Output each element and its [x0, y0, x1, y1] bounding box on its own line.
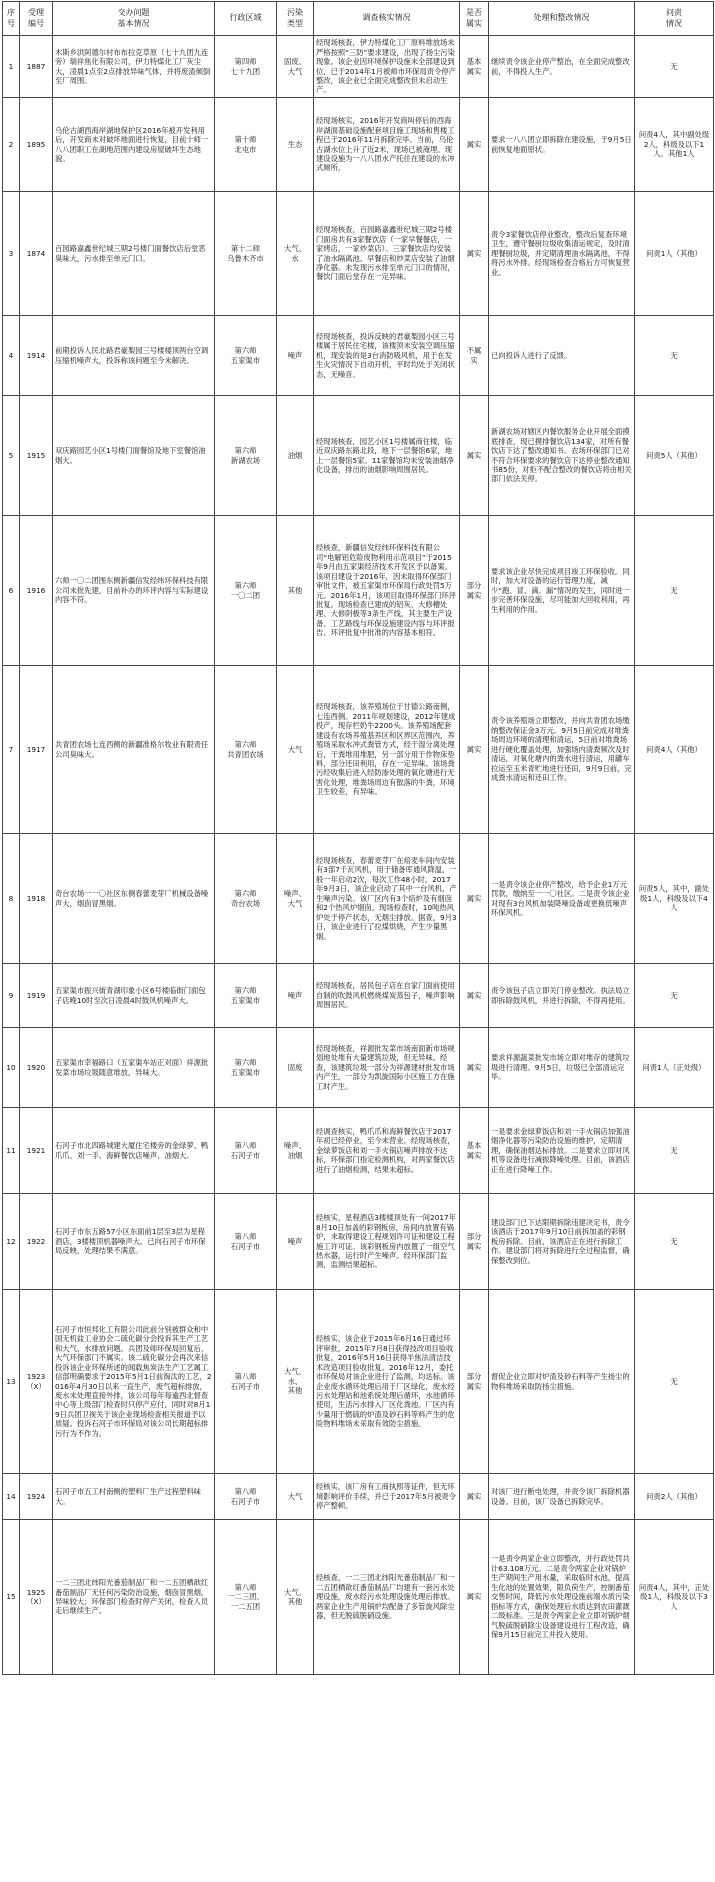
cell-verified: 属实 — [460, 1520, 489, 1675]
cell-accountability: 无 — [635, 1108, 714, 1194]
cell-region: 第八师 石河子市 — [215, 1108, 277, 1194]
report-sheet — [2, 1, 713, 1675]
cell-accountability: 无 — [635, 516, 714, 666]
cell-issue: 五家渠市振兴街青湖印象小区6号楼临街门面包子店晚10时至次日凌晨4时鼓风机噪声大。 — [53, 964, 215, 1028]
cell-issue: 石河子市东五路57小区东面前1层至3层为星程酒店，3楼楼顶机器噪声大。已向石河子市环保局反映，处理结果不满意。 — [53, 1194, 215, 1290]
cell-id: 1925 （X） — [20, 1520, 53, 1675]
cell-type: 大气、 水、 其他 — [277, 1290, 314, 1474]
cell-id: 1922 — [20, 1194, 53, 1290]
cell-investigation: 经核实，该厂房有工商执照等证件，但无环境影响评价手续，并已于2017年5月被责令停产整顿。 — [314, 1474, 460, 1520]
cell-accountability: 无 — [635, 36, 714, 98]
cell-rectify: 对该厂进行断电处理，并责令该厂拆除机器设备。目前，该厂设备已拆除完毕。 — [489, 1474, 635, 1520]
cell-verified: 属实 — [460, 666, 489, 834]
cell-issue: 五家渠市幸福路口（五家渠车站正对面）祥源批发菜市场垃圾随意堆放，异味大。 — [53, 1028, 215, 1108]
cell-type: 噪声、 大气 — [277, 834, 314, 964]
header-verified: 是否 属实 — [460, 2, 489, 36]
cell-seq: 14 — [3, 1474, 20, 1520]
cell-region: 第六师 五家渠市 — [215, 316, 277, 396]
cell-type: 其他 — [277, 516, 314, 666]
cell-seq: 6 — [3, 516, 20, 666]
cell-type: 大气 — [277, 1474, 314, 1520]
cell-region: 第四师 七十九团 — [215, 36, 277, 98]
table-row — [3, 516, 714, 666]
cell-seq: 15 — [3, 1520, 20, 1675]
cell-accountability: 问责1人（其他） — [635, 192, 714, 316]
cell-id: 1895 — [20, 98, 53, 192]
cell-seq: 4 — [3, 316, 20, 396]
cell-rectify: 新湖农场对辖区内餐饮服务企业开展全面摸底排查，现已摸排餐饮店134家，对所有餐饮店下达了整改通知书。农场环保部门已对不符合环保要求的餐饮店下达停业整改通知书85份，对拒不配合整改的餐饮店将由相关部门依法关停。 — [489, 396, 635, 516]
cell-region: 第六师 新湖农场 — [215, 396, 277, 516]
cell-rectify: 要求祥源蔬菜批发市场立即对堆存的建筑垃圾进行清理。9月5日，垃圾已全部清运完毕。 — [489, 1028, 635, 1108]
cell-issue: 石河子市恒邦化工有限公司此前分别被群众和中国无机盐工业协会二硫化碳分会投诉其生产工艺和大气、水排放问题。兵团及师环保局回复后，大气环保部门不属实。该二硫化碳分会再次来信投诉该企业环保所述的闻载焦炭法生产工艺属工信部明确要求于2015年5月1日前淘汰的工艺，2016年4月30日以来一直生产，废气超标排放，废水未处理直接外排，该公司每年每逾西北督查中心等上级部门检查时只停产应付，同时对8月19日兵团卫视关于该企业现场检查相关报道予以质疑。投诉石河子市环保局对该公司长期超标排污行为不作为。 — [53, 1290, 215, 1474]
cell-type: 噪声、 油烟 — [277, 1108, 314, 1194]
cell-id: 1918 — [20, 834, 53, 964]
cell-id: 1874 — [20, 192, 53, 316]
table-row — [3, 192, 714, 316]
cell-id: 1919 — [20, 964, 53, 1028]
cell-region: 第十二师 乌鲁木齐市 — [215, 192, 277, 316]
table-row — [3, 666, 714, 834]
table-header — [3, 2, 714, 36]
cell-verified: 部分 属实 — [460, 1194, 489, 1290]
cell-id: 1921 — [20, 1108, 53, 1194]
cell-verified: 属实 — [460, 1028, 489, 1108]
cell-id: 1917 — [20, 666, 53, 834]
cell-issue: 共青团农场七连西侧的新疆准格尔牧业有限责任公司臭味大。 — [53, 666, 215, 834]
cell-verified: 部分 属实 — [460, 516, 489, 666]
header-investigation: 调查核实情况 — [314, 2, 460, 36]
cell-seq: 2 — [3, 98, 20, 192]
cell-type: 固废 — [277, 1028, 314, 1108]
cell-seq: 7 — [3, 666, 20, 834]
cell-rectify: 继续责令该企业停产整治，在全面完成整改前，不得投入生产。 — [489, 36, 635, 98]
header-row — [3, 2, 714, 36]
cell-accountability: 问责4人，其中副处级2人，科级及以下1人，其他1人 — [635, 98, 714, 192]
header-region: 行政区域 — [215, 2, 277, 36]
table-row — [3, 1108, 714, 1194]
cell-rectify: 建设部门已下达限期拆除违建决定书，责令该酒店于2017年9月10日前拆加盖的彩钢板房拆除。目前，该酒店正在进行拆除工作。建设部门将对拆除进行全过程监督，确保整改到位。 — [489, 1194, 635, 1290]
cell-region: 第十师 北屯市 — [215, 98, 277, 192]
cell-region: 第六师 奇台农场 — [215, 834, 277, 964]
cell-id: 1924 — [20, 1474, 53, 1520]
cell-verified: 属实 — [460, 396, 489, 516]
header-type: 污染 类型 — [277, 2, 314, 36]
cell-rectify: 督促企业立即对炉渣及砂石料等产生扬尘的物料堆场采取防扬尘措施。 — [489, 1290, 635, 1474]
cell-verified: 基本 属实 — [460, 36, 489, 98]
table-row — [3, 1194, 714, 1290]
cell-issue: 石河子市北四路城建大厦住宅楼旁的金绿萝、鸭爪爪、刘一手、海鲜餐饮店噪声、油烟大。 — [53, 1108, 215, 1194]
cell-issue: 六师一〇二团围东侧新疆信发经纬环保科技有限公司未批先建，目前补办的环评内容与实际建设内容不符。 — [53, 516, 215, 666]
cell-seq: 13 — [3, 1290, 20, 1474]
cell-seq: 1 — [3, 36, 20, 98]
table-row — [3, 834, 714, 964]
cell-issue: 双庆路园艺小区1号楼门面餐馆及地下室餐馆油烟大。 — [53, 396, 215, 516]
cell-accountability: 无 — [635, 1194, 714, 1290]
cell-region: 第六师 五家渠市 — [215, 1028, 277, 1108]
cell-region: 第八师 一二三团、 一二五团 — [215, 1520, 277, 1675]
header-seq: 序 号 — [3, 2, 20, 36]
cell-seq: 3 — [3, 192, 20, 316]
cell-investigation: 经核实，该企业于2015年6月16日通过环评审批，2015年7月8日获得技改项目验收批复，2016年5月16日获得半焦法清洁技术改造项目验收批复。2016年12月，委托市环保局对该企业进行了监测，均达标。该企业废水循环处理后用于厂区绿化，废水经污水处理站和池系统处理后循环，水池循环使用，生活污水排入厂区化粪池。厂区内有少量用于燃硫的炉渣及砂石料等料产生的危险物料堆场未采取有效防尘措施。 — [314, 1290, 460, 1474]
cell-type: 噪声 — [277, 316, 314, 396]
cell-accountability: 问责4人，其中，正处级1人，科级及以下3人 — [635, 1520, 714, 1675]
cell-issue: 乌伦古湖西海岸湖地保护区2016年被开发利用后，开发商未对破坏地面进行恢复，目前十师一八八团职工在湖地范围内建设房屋破坏生态地貌。 — [53, 98, 215, 192]
cell-accountability: 问责1人（正处级） — [635, 1028, 714, 1108]
cell-seq: 8 — [3, 834, 20, 964]
table-row — [3, 316, 714, 396]
header-id: 受理 编号 — [20, 2, 53, 36]
cell-type: 生态 — [277, 98, 314, 192]
cell-seq: 12 — [3, 1194, 20, 1290]
cell-seq: 10 — [3, 1028, 20, 1108]
case-table — [2, 1, 714, 1675]
cell-id: 1914 — [20, 316, 53, 396]
cell-id: 1887 — [20, 36, 53, 98]
cell-type: 噪声 — [277, 964, 314, 1028]
cell-verified: 不属 实 — [460, 316, 489, 396]
header-rectify: 处理和整改情况 — [489, 2, 635, 36]
cell-rectify: 一是要求金绿萝饭店和刘一手火锅店加强油烟净化器等污染防治设施的维护，定期清理，确保油烟达标排放。二是要求立即对风机等设备进行减振降噪处理。目前，该酒店正在进行降噪工作。 — [489, 1108, 635, 1194]
cell-type: 大气、 水 — [277, 192, 314, 316]
cell-verified: 属实 — [460, 98, 489, 192]
cell-rectify: 要求该企业尽快完成项目竣工环保验收。同时，加大对设备的运行管理力度，减少“跑、冒、滴、漏”情况的发生，同时进一步完善环保设施，尽可能加大回收利用，再生利用的作用。 — [489, 516, 635, 666]
cell-rectify: 一是责令两家企业立即整改，并行政处罚共计63.108万元。二是责令两家企业对锅炉生产期间生产用水量，采取临时水池，提高生化池的处置效果，限负荷生产，控制番茄交售时间，降低污水处理设施前端水质污染指标等方式，确保处理后水质达到农田灌溉二级标准。三是责令两家企业立即对锅炉烟气脱硫脱硝除尘设备建设进行工程改造，确保9月15日前完工并投入使用。 — [489, 1520, 635, 1675]
table-row — [3, 396, 714, 516]
cell-investigation: 经现场核查，该养殖场位于甘德公路南侧，七连西侧。2011年规划建设，2012年建成投产，现存栏奶牛2200头。该养殖场配套建设有农场养殖基养区和区界区范围内，养殖场采取水冲式粪管方式，经干湿分离处理后，干粪堆用堆肥，另一部分用于作物床垫料，部分还田利用，存在一定异味。该场粪污经收集后进入经防渗处理的氧化塘进行无害化处理，堆粪场周边有散落的牛粪，环境卫生较差，有异味。 — [314, 666, 460, 834]
table-row — [3, 1290, 714, 1474]
cell-seq: 9 — [3, 964, 20, 1028]
cell-investigation: 经调查核实，鸭爪爪和海鲜餐饮店于2017年初已经停业，至今未营业。经现场核查，金绿萝饭店和刘一手火锅店噪声排放不达标，环保部门指定检测机构，对两家餐饮店进行了油烟检测，结果未超标。 — [314, 1108, 460, 1194]
cell-verified: 属实 — [460, 964, 489, 1028]
cell-investigation: 经现场核查，百园路嘉鑫世纪城三期2号楼门面房共有3家餐饮店（一家早餐餐店，一家烤店，一家炒菜店）。三家餐饮店均安装了油水隔离池、早餐店和炒菜店安装了油烟净化器。未发现污水排至单元门口的情况，餐饮门面后堂存在一定异味。 — [314, 192, 460, 316]
cell-investigation: 经核实，星程酒店3楼楼顶处有一间2017年8月10日加盖的彩钢板房，房间内放置有锅炉，未取得建设工程规划许可证和建设工程施工许可证。该彩钢板房内放置了一组空气热水器，运行时产生噪声。经环保部门监测，监测结果超标。 — [314, 1194, 460, 1290]
cell-type: 大气 — [277, 666, 314, 834]
cell-accountability: 无 — [635, 316, 714, 396]
table-row — [3, 98, 714, 192]
header-issue: 交办问题 基本情况 — [53, 2, 215, 36]
cell-accountability: 无 — [635, 964, 714, 1028]
cell-type: 大气、 其他 — [277, 1520, 314, 1675]
cell-type: 油烟 — [277, 396, 314, 516]
header-accountability: 问责 情况 — [635, 2, 714, 36]
cell-issue: 石河子市五工村南侧的塑料厂生产过程塑料味大。 — [53, 1474, 215, 1520]
cell-verified: 部分 属实 — [460, 1290, 489, 1474]
cell-region: 第六师 五家渠市 — [215, 964, 277, 1028]
table-row — [3, 964, 714, 1028]
table-row — [3, 36, 714, 98]
cell-region: 第八师 石河子市 — [215, 1474, 277, 1520]
cell-region: 第六师 共青团农场 — [215, 666, 277, 834]
cell-rectify: 责令3家餐饮店停业整改，整改后复查环境卫生，遵守餐厨垃圾收集清运规定，及时清理餐厨垃圾，并定期清理油水隔离池，不得将污水外排。经现场检查合格后方可恢复营业。 — [489, 192, 635, 316]
cell-investigation: 经现场核查，投诉反映的君豪梨园小区三号楼属于居民住宅楼，该楼顶未安装空调压缩机，现安装的是3台消防吸风机，用于在发生火灾情况下自动开机，平时均处于关闭状态，无噪音。 — [314, 316, 460, 396]
cell-issue: 奇台农场一一〇社区东侧春蕾麦芽厂机械设备噪声大，烟囱冒黑烟。 — [53, 834, 215, 964]
cell-rectify: 责令该包子店立即关门停业整改。执法局立即拆除鼓风机，并进行拆除，不得再使用。 — [489, 964, 635, 1028]
cell-verified: 属实 — [460, 834, 489, 964]
cell-rectify: 要求一八八团立即拆除在建设施，于9月5日前恢复地面原状。 — [489, 98, 635, 192]
cell-investigation: 经现场核查，园艺小区1号楼属商住楼，临近双庆路东路北段，地下一层餐馆6家，地上一层餐馆5家。11家餐馆均未安装油烟净化设备，排出的油烟影响周围居民。 — [314, 396, 460, 516]
cell-issue: 前期投诉人民北路君豪梨园三号楼楼顶两台空调压缩机噪声大，投诉称该问题至今未解决。 — [53, 316, 215, 396]
table-body — [3, 36, 714, 1675]
cell-investigation: 经核查，一二三团北纬阳光番茄制品厂和一二五团栖歆红番茄制品厂均建有一套污水处理设施，废水经污水处理设施处理后排放。两家企业生产用锅炉均配备了多管旋风除尘器，但无脱硫脱硝设施。 — [314, 1520, 460, 1675]
cell-type: 噪声 — [277, 1194, 314, 1290]
cell-investigation: 经现场核查，春蕾麦芽厂在焙麦车间内安装有3部7千瓦风机，用于储备库通风降温，一般一年启动2次，每次工作48小时。2017年9月3日，该企业启动了其中一台风机，产生噪声污染。该厂区内有3个焙炉及有烟囱和2个热风炉烟囱，现场检查时，10吨热风炉处于停产状态，无烟尘排放。据查，9月3日，该企业进行了拉煤烘烧，产生少量黑烟。 — [314, 834, 460, 964]
cell-rectify: 一是责令该企业停产整改，给予企业1万元罚款，缴纳至一一〇社区。二是责令该企业对现有3台风机加装降噪设备或更换低噪声环保风机。 — [489, 834, 635, 964]
cell-type: 固废、 大气 — [277, 36, 314, 98]
cell-accountability: 问责4人（其他） — [635, 666, 714, 834]
cell-verified: 基本 属实 — [460, 1108, 489, 1194]
cell-region: 第八师 石河子市 — [215, 1290, 277, 1474]
cell-seq: 11 — [3, 1108, 20, 1194]
cell-region: 第八师 石河子市 — [215, 1194, 277, 1290]
cell-verified: 属实 — [460, 1474, 489, 1520]
cell-investigation: 经现场核实，2016年开发商叫停后的西海岸湖面基础设施配套项目施工现场和售楼工程已于2016年11月拆除完毕。当前，乌伦古湖水位上升了近2米，现场已被淹埋。现建设设施为一八八团水产托住在建设的水冲式厕所。 — [314, 98, 460, 192]
cell-rectify: 已向投诉人进行了反馈。 — [489, 316, 635, 396]
cell-accountability: 问责5人，其中，副处级1人，科级及以下4人 — [635, 834, 714, 964]
cell-id: 1916 — [20, 516, 53, 666]
cell-issue: 百园路嘉鑫世纪城三期2号楼门面餐饮店后堂恶臭味大，污水排至单元门口。 — [53, 192, 215, 316]
cell-issue: 木斯乡洪阿德尔村布布拉克草原（七十九团九连旁）瑞祥焦化有限公司，伊力特煤化工厂灰尘大，凌晨1点至2点排放异味气体，并将废渣倾倒至厂周围。 — [53, 36, 215, 98]
cell-region: 第六师 一〇二团 — [215, 516, 277, 666]
table-row — [3, 1520, 714, 1675]
cell-seq: 5 — [3, 396, 20, 516]
cell-accountability: 无 — [635, 1290, 714, 1474]
cell-verified: 属实 — [460, 192, 489, 316]
table-row — [3, 1474, 714, 1520]
cell-accountability: 问责5人（其他） — [635, 396, 714, 516]
cell-id: 1920 — [20, 1028, 53, 1108]
cell-investigation: 经现场核查，伊力特煤化工厂原料堆放场未严格按照“三防”要求建设，出现了扬尘污染现象。该企业因环境保护设施未全部建设到位，已于2014年1月被师市环保局责令停产整改，该企业已全面完成整改但未启动生产。 — [314, 36, 460, 98]
cell-id: 1923 （X） — [20, 1290, 53, 1474]
cell-investigation: 经现场核查，居民包子店在自家门面前使用自制的吹鼓风机燃烧煤炭蒸包子，噪声影响周围居民。 — [314, 964, 460, 1028]
cell-accountability: 问责2人（其他） — [635, 1474, 714, 1520]
table-row — [3, 1028, 714, 1108]
cell-investigation: 经核查，新疆信发经纬环保科技有限公司“电解铝危险废物利用示范项目”于2015年9月由五家渠经济技术开发区予以备案。该项目建设于2016年，因未取得环保部门审批文件，被五家渠市环保局行政处罚5万元。2016年1月，该项目取得环保部门环评批复。现场检查已建成的铝灰、大修槽处理、大修阴极等3条生产线，其主要生产设备、工艺路线与环保设施建设内容与环评报告、环评批复中批准的内容基本相符。 — [314, 516, 460, 666]
cell-issue: 一二三团北纬阳光番茄制品厂和一二五团栖歆红番茄制品厂无任何污染防治设施，烟囱冒黑烟，异味较大；环保部门检查时停产关闭，检查人员走后继续生产。 — [53, 1520, 215, 1675]
cell-investigation: 经现场核查，祥源批发菜市场南面新市场规划地处堆有大量建筑垃圾，但无异味。经查，该建筑垃圾一部分为祥源建材批发市场内产生，一部分为凯旋国际小区施工方在施工时产生。 — [314, 1028, 460, 1108]
cell-rectify: 责令该养殖场立即整改，并向共青团农场缴纳整改保证金3万元。9月5日前完成对堆粪场周边环境的清理和清运，5日前对堆粪场进行硬化覆盖处理，加强场内清粪频次及时清运，对氧化塘内的粪水进行清运，用罐车拉运至玉米青贮地进行还田，9月9日前，完成粪水清运和还田工作。 — [489, 666, 635, 834]
cell-id: 1915 — [20, 396, 53, 516]
